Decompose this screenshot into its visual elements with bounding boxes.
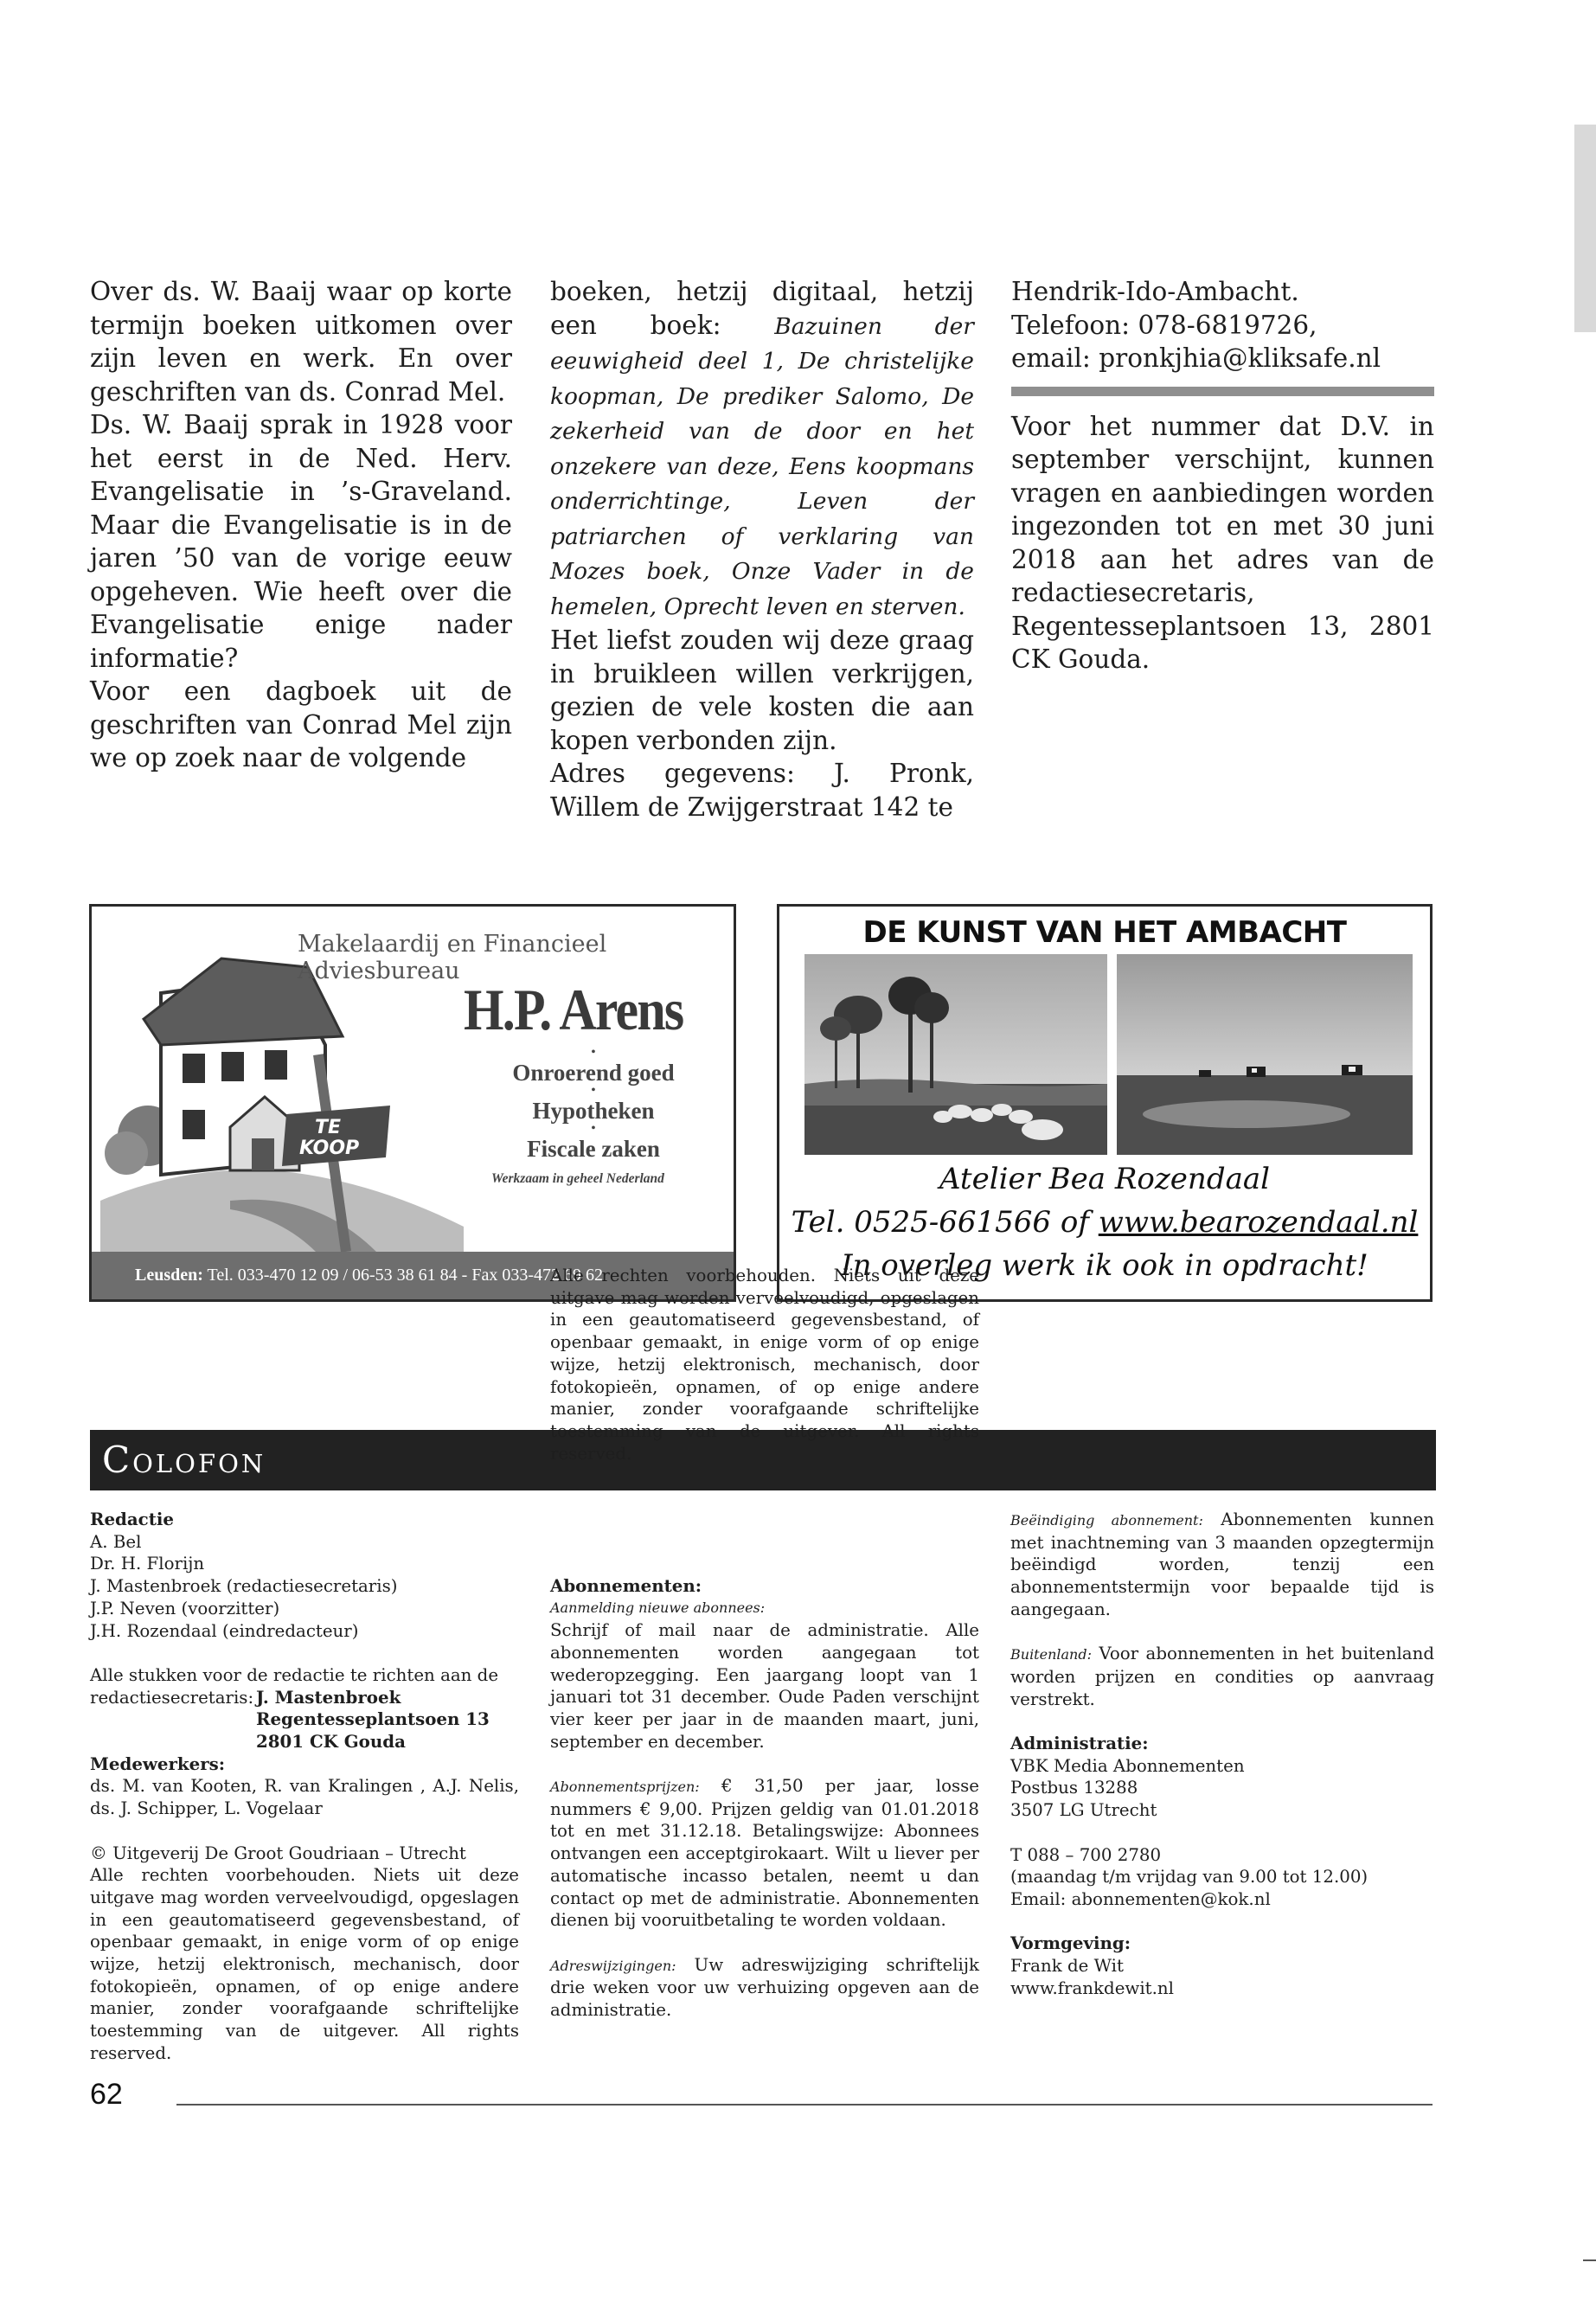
- redactie-member: Dr. H. Florijn: [90, 1554, 205, 1574]
- ad-tagline: Makelaardij en Financieel Adviesbureau: [298, 931, 607, 984]
- colofon-column-2: [550, 1266, 979, 2022]
- aanmelding-label: Aanmelding nieuwe abonnees:: [550, 1599, 766, 1617]
- address-line: J. Mastenbroek: [256, 1686, 401, 1708]
- grey-divider: [1011, 387, 1434, 396]
- article-paragraph: Over ds. W. Baaij waar op korte termijn boeken uitkomen over zijn leven en werk. En over geschriften van ds. Conrad Mel.: [90, 277, 512, 407]
- service-item: Onroerend goed: [512, 1060, 675, 1086]
- address-line: 2801 CK Gouda: [256, 1731, 406, 1753]
- vormgeving-website: www.frankdewit.nl: [1010, 1977, 1174, 1998]
- medewerkers-heading: Medewerkers:: [90, 1753, 226, 1774]
- colofon-column-1: [90, 1509, 519, 2108]
- article-paragraph: [550, 275, 974, 624]
- article-paragraph: Voor het nummer dat D.V. in september verschijnt, kunnen vragen en aanbiedingen worden ingezonden tot en met 30 juni 2018 aan het adres van de redactiesecretaris, Regentesseplantsoen 13, 2801 CK Gouda.: [1011, 411, 1434, 674]
- book-titles: Bazuinen der eeuwigheid deel 1, De christelijke koopman, De prediker Salomo, De zekerheid van de door en het onzekere van deze, Eens koopmans onderrichtinge, Leven der patriarchen of verklaring van Mozes boek, Onze Vader in de hemelen, Oprecht leven en sterven.: [550, 312, 974, 620]
- adreswijziging-text: Adreswijzigingen: Uw adreswijziging schriftelijk drie weken voor uw verhuizing opgeven aan de administratie.: [550, 1954, 979, 2021]
- administratie-heading: Administratie:: [1010, 1733, 1149, 1753]
- footer-rule: [176, 2104, 1433, 2106]
- sign-text: TE: [315, 1117, 342, 1138]
- address-label: redactiesecretaris:: [90, 1687, 254, 1708]
- redactie-member: J.P. Neven (voorzitter): [90, 1598, 280, 1618]
- abonnementen-heading: Abonnementen:: [550, 1574, 702, 1596]
- contact-phone: Telefoon: 078-6819726,: [1011, 310, 1317, 340]
- ad-commission-note: In overleg werk ik ook in opdracht!: [841, 1248, 1368, 1283]
- ad-contact: [779, 1201, 1430, 1244]
- contact-place: Hendrik-Ido-Ambacht.: [1011, 277, 1299, 306]
- redactie-member: J. Mastenbroek (redactiesecretaris): [90, 1576, 398, 1597]
- aanmelding-text: Schrijf of mail naar de administratie. Alle abonnementen worden aangegaan tot wederopzegging. Een jaargang loopt van 1 januari tot 31 december. Oude Paden verschijnt vier keer per jaar in de maanden maart, juni, september en december.: [550, 1620, 979, 1752]
- page-edge-mark: [1583, 2259, 1596, 2261]
- prijzen-text: Abonnementsprijzen: € 31,50 per jaar, losse nummers € 9,00. Prijzen geldig van 01.01.2018 tot en met 31.12.18. Betalingswijze: Abonnees ontvangen een acceptgirokaart. Wilt u liever per automatische incasso betalen, neemt u dan contact op met de administratie. Abonnementen dienen bij vooruitbetaling te worden voldaan.: [550, 1776, 979, 1931]
- book-list-intro: boeken, hetzij digitaal, hetzij een boek:: [550, 277, 974, 340]
- colofon-column-3: [1010, 1509, 1434, 1999]
- vormgeving-heading: Vormgeving:: [1010, 1932, 1131, 1954]
- service-item: Fiscale zaken: [527, 1136, 660, 1162]
- ad-studio-name: Atelier Bea Rozendaal: [939, 1162, 1271, 1196]
- rights-text-continued: Alle rechten voorbehouden. Niets uit deze uitgave mag worden verveelvoudigd, opgeslagen in een geautomatiseerd gegevensbestand, of openbaar gemaakt, in enige vorm of op enige wijze, hetzij elektronisch, mechanisch, door fotokopieën, opnamen, of op enige andere manier, zonder voorafgaande schriftelijke toestemming van de uitgever. All rights reserved.: [550, 1266, 979, 1464]
- article-column-1: [90, 275, 512, 775]
- page-number: 62: [90, 2078, 123, 2111]
- ad-website-link[interactable]: www.bearozendaal.nl: [1098, 1205, 1419, 1240]
- telefoon-line: T 088 – 700 2780: [1010, 1844, 1162, 1865]
- address-line: Regentesseplantsoen 13: [256, 1708, 490, 1730]
- beeindiging-text: Beëindiging abonnement: Abonnementen kunnen met inachtneming van 3 maanden opzegtermijn beëindigd worden, tenzij een abonnementstermijn voor bepaalde tijd is aangegaan.: [1010, 1509, 1434, 1619]
- administratie-line: Postbus 13288: [1010, 1778, 1138, 1798]
- ad-hp-arens: [89, 904, 736, 1302]
- article-paragraph: Adres gegevens: J. Pronk, Willem de Zwijgerstraat 142 te: [550, 759, 974, 822]
- rights-text: Alle rechten voorbehouden. Niets uit deze uitgave mag worden verveelvoudigd, opgeslagen in een geautomatiseerd gegevensbestand, of openbaar gemaakt, in enige vorm of op enige wijze, hetzij elektronisch, mechanisch, door fotokopieën, opnamen, of op enige andere manier, zonder voorafgaande schriftelijke toestemming van de uitgever. All rights reserved.: [90, 1865, 519, 2063]
- openingstijden-line: (maandag t/m vrijdag van 9.00 tot 12.00): [1010, 1867, 1368, 1888]
- house-illustration: [100, 941, 464, 1253]
- article-column-2: [550, 275, 974, 824]
- redactie-member: A. Bel: [90, 1531, 142, 1552]
- painting-trees-sheep: [804, 954, 1107, 1155]
- ad-footer-contact: Tel. 033-470 12 09 / 06-53 38 61 84 - Fax 033-472 69 62: [207, 1266, 603, 1285]
- copyright-line: © Uitgeverij De Groot Goudriaan – Utrecht: [90, 1843, 466, 1863]
- ad-title: DE KUNST VAN HET AMBACHT: [862, 915, 1347, 950]
- article-column-3: [1011, 275, 1434, 676]
- email-line: Email: abonnementen@kok.nl: [1010, 1888, 1271, 1909]
- ad-footer-place: Leusden:: [135, 1266, 203, 1285]
- redactie-member: J.H. Rozendaal (eindredacteur): [90, 1620, 359, 1641]
- redactie-heading: Redactie: [90, 1509, 174, 1529]
- ad-company-name: H.P. Arens: [464, 977, 683, 1042]
- administratie-line: VBK Media Abonnementen: [1010, 1755, 1245, 1776]
- page-edge-tab: [1574, 125, 1596, 332]
- ad-phone: Tel. 0525-661566 of: [791, 1205, 1099, 1240]
- contact-email: email: pronkjhia@kliksafe.nl: [1011, 343, 1381, 373]
- ad-kunst-van-het-ambacht: [777, 904, 1433, 1302]
- ad-services: • Onroerend goed • Hypotheken • Fiscale zaken: [498, 1054, 689, 1168]
- administratie-line: 3507 LG Utrecht: [1010, 1800, 1157, 1821]
- painting-polder-cows: [1117, 954, 1413, 1155]
- ad-motto: Werkzaam in geheel Nederland: [491, 1171, 664, 1186]
- article-paragraph: Ds. W. Baaij sprak in 1928 voor het eerst in de Ned. Herv. Evangelisatie in ’s-Graveland. Maar die Evangelisatie is in de jaren ’50 van de vorige eeuw opgeheven. Wie heeft over die Evangelisatie enige nader informatie?: [90, 410, 512, 673]
- article-paragraph: Voor een dagboek uit de geschriften van Conrad Mel zijn we op zoek naar de volgende: [90, 676, 512, 772]
- stukken-text: Alle stukken voor de redactie te richten aan de: [90, 1664, 499, 1685]
- medewerkers-list: ds. M. van Kooten, R. van Kralingen , A.J. Nelis, ds. J. Schipper, L. Vogelaar: [90, 1776, 519, 1819]
- secretary-address: [90, 1687, 519, 1753]
- buitenland-text: Buitenland: Voor abonnementen in het buitenland worden prijzen en condities op aanvraag verstrekt.: [1010, 1644, 1434, 1709]
- vormgeving-name: Frank de Wit: [1010, 1956, 1124, 1976]
- service-item: Hypotheken: [532, 1098, 655, 1124]
- sign-text: KOOP: [299, 1138, 360, 1159]
- article-paragraph: Het liefst zouden wij deze graag in bruikleen willen verkrijgen, gezien de vele kosten die aan kopen verbonden zijn.: [550, 625, 974, 755]
- colofon-heading: Colofon: [90, 1430, 1436, 1490]
